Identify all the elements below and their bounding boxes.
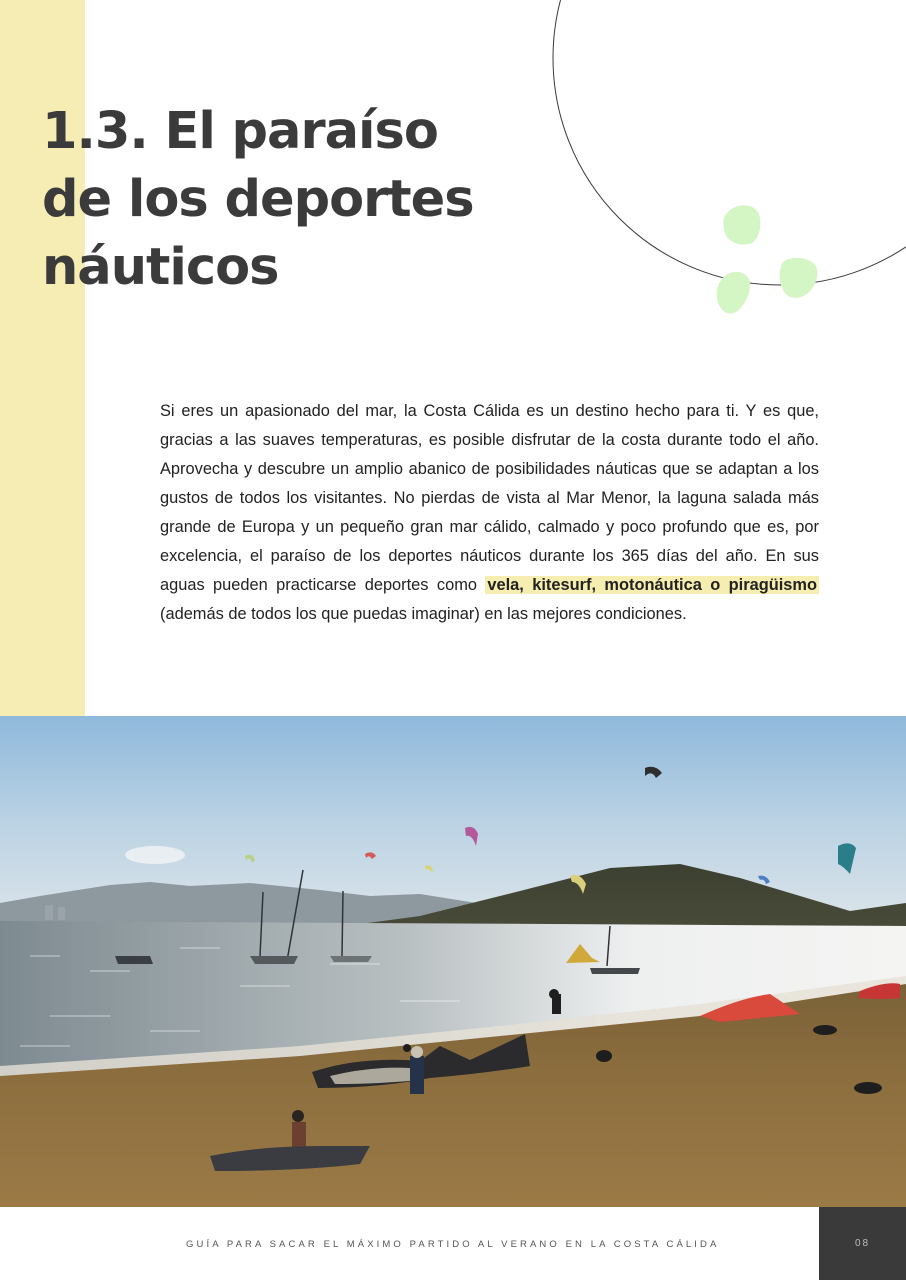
page-title-line-2: de los deportes	[42, 170, 474, 229]
page-title	[42, 98, 474, 302]
page-title-line-1: 1.3. El paraíso	[42, 102, 438, 161]
intro-paragraph	[160, 397, 819, 629]
page-number: 08	[854, 1238, 871, 1249]
green-blob-icons	[717, 205, 818, 313]
footer-guide-title: GUÍA PARA SACAR EL MÁXIMO PARTIDO AL VERANO EN LA COSTA CÁLIDA	[186, 1239, 720, 1250]
page-title-line-3: náuticos	[42, 238, 279, 297]
photo-illustration	[0, 716, 906, 1207]
beach-kitesurf-photo	[0, 716, 906, 1207]
page-number-box	[819, 1207, 906, 1280]
paragraph-text-after: (además de todos los que puedas imaginar) en las mejores condiciones.	[160, 605, 687, 623]
paragraph-text-before: Si eres un apasionado del mar, la Costa Cálida es un destino hecho para ti. Y es que, gracias a las suaves temperaturas, es posible disfrutar de la costa durante todo el año. Aprovecha y descubre un amplio abanico de posibilidades náuticas que se adaptan a los gustos de todos los visitantes. No pierdas de vista al Mar Menor, la laguna salada más grande de Europa y un pequeño gran mar cálido, calmado y poco profundo que es, por excelencia, el paraíso de los deportes náuticos durante los 365 días del año. En sus aguas pueden practicarse deportes como	[160, 402, 819, 594]
highlighted-sports: vela, kitesurf, motonáutica o piragüismo	[487, 576, 817, 594]
